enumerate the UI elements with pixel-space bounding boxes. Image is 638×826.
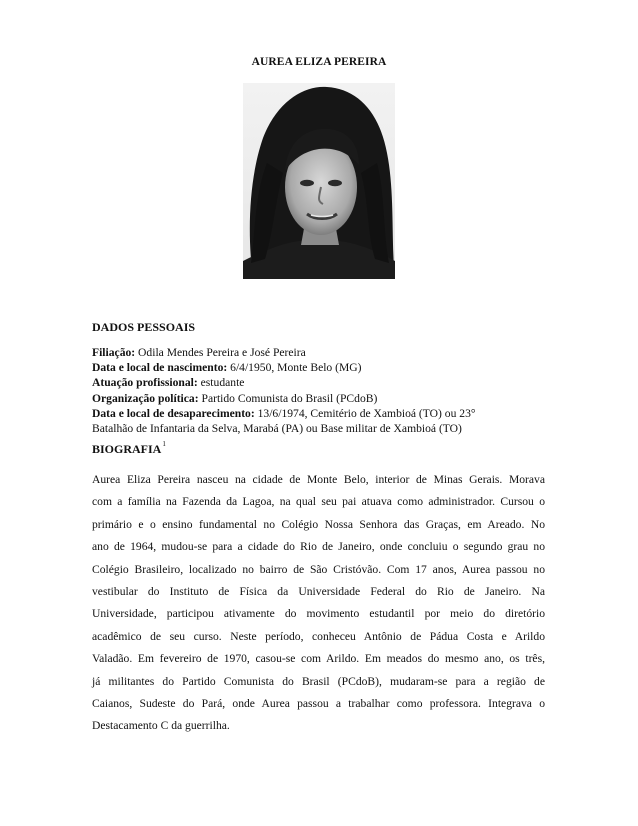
- page-title: AUREA ELIZA PEREIRA: [251, 56, 387, 68]
- paragraph-line: Valadão. Em fevereiro de 1970, casou-se com Arildo. Em meados do mesmo ano, os três,: [92, 652, 545, 666]
- field-label: Organização política:: [92, 391, 199, 405]
- personal-data-row: [92, 375, 552, 390]
- field-value: Batalhão de Infantaria da Selva, Marabá (PA) ou Base militar de Xambioá (TO): [92, 422, 462, 436]
- paragraph-line: Aurea Eliza Pereira nasceu na cidade de Monte Belo, interior de Minas Gerais. Morava: [92, 473, 545, 486]
- field-value: estudante: [197, 376, 245, 390]
- paragraph-line: Colégio Brasileiro, localizado no bairro de São Cristóvão. Com 17 anos, Aurea passou no: [92, 562, 545, 576]
- paragraph-line: com a família na Fazenda da Lagoa, na qual seu pai atuava como administrador. Cursou o: [92, 495, 545, 509]
- paragraph-line: já militantes do Partido Comunista do Brasil (PCdoB), mudaram-se para a região de: [92, 674, 545, 688]
- field-label: Atuação profissional:: [92, 376, 198, 390]
- field-label: Data e local de desaparecimento:: [92, 406, 255, 420]
- personal-data-row: [92, 421, 552, 436]
- section-heading-dados-pessoais: DADOS PESSOAIS: [92, 320, 196, 334]
- personal-data-row: [92, 345, 552, 360]
- field-value: Partido Comunista do Brasil (PCdoB): [198, 391, 378, 405]
- portrait-photo: [243, 83, 395, 279]
- paragraph-line: primário e o ensino fundamental no Colégio Nossa Senhora das Graças, em Areado. No: [92, 517, 545, 531]
- personal-data-row: [92, 360, 552, 375]
- field-label: Data e local de nascimento:: [92, 361, 228, 375]
- section-heading-biografia: [92, 442, 166, 457]
- field-value: 13/6/1974, Cemitério de Xambioá (TO) ou 23°: [254, 406, 476, 420]
- field-value: 6/4/1950, Monte Belo (MG): [227, 361, 362, 375]
- paragraph-line: Universidade, participou ativamente do movimento estudantil por meio do diretório: [92, 607, 545, 621]
- biografia-heading-text: BIOGRAFIA: [92, 442, 162, 456]
- paragraph-line: Destacamento C da guerrilha.: [92, 719, 230, 733]
- personal-data-row: [92, 391, 552, 406]
- paragraph-line: acadêmico de seu curso. Neste período, conheceu Antônio de Pádua Costa e Arildo: [92, 629, 545, 643]
- field-value: Odila Mendes Pereira e José Pereira: [135, 346, 306, 359]
- paragraph-line: Caianos, Sudeste do Pará, onde Aurea passou a trabalhar como professora. Integrava o: [92, 696, 545, 710]
- footnote-marker[interactable]: 1: [162, 440, 166, 448]
- paragraph-line: ano de 1964, mudou-se para a cidade do Rio de Janeiro, onde concluiu o segundo grau no: [92, 540, 545, 554]
- biography-paragraph: [92, 472, 545, 741]
- personal-data-row: [92, 406, 552, 421]
- personal-data-block: [92, 345, 552, 436]
- paragraph-line: vestibular do Instituto de Física da Universidade Federal do Rio de Janeiro. Na: [92, 584, 545, 598]
- field-label: Filiação:: [92, 346, 136, 359]
